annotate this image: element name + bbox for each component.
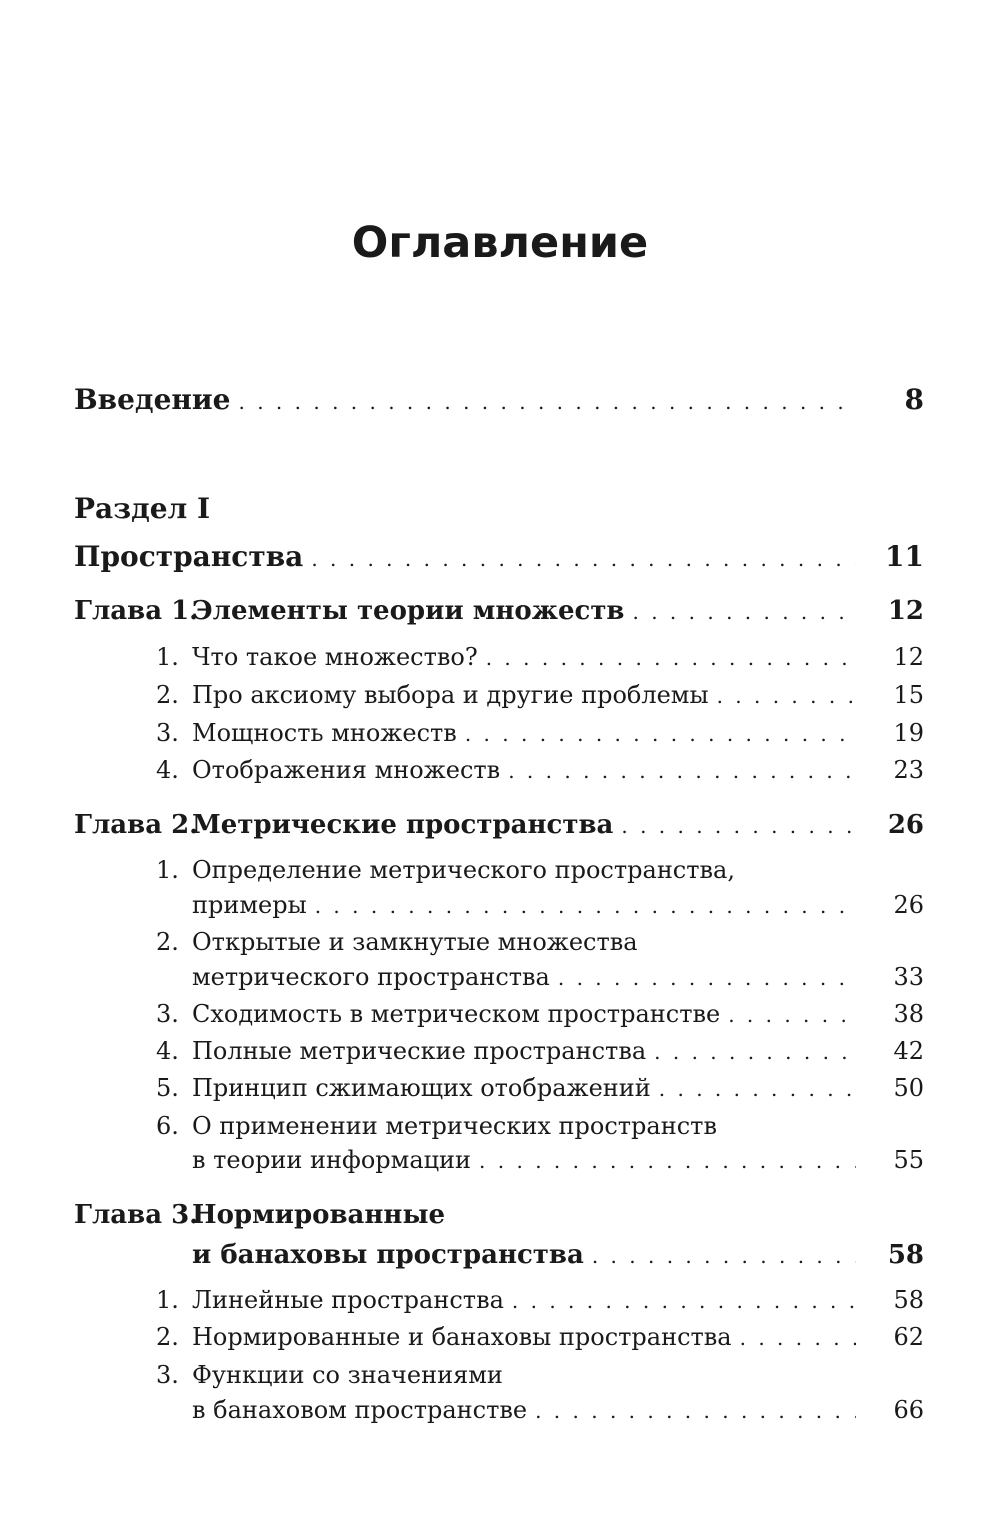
chapter-label: [74, 594, 625, 628]
dot-leader: [315, 891, 856, 921]
toc-entry-page: 26: [887, 810, 924, 840]
section-title-continued: в теории информации: [192, 1146, 472, 1174]
toc-entry-intro[interactable]: [74, 383, 924, 419]
toc-entry-page: 15: [893, 681, 924, 709]
section-label: [156, 642, 478, 672]
section-number: 3.: [156, 719, 179, 747]
section-number: 2.: [156, 928, 179, 956]
dot-leader: [740, 1323, 856, 1353]
chapter-title: Метрические пространства: [192, 810, 614, 840]
section-label: [156, 1036, 646, 1066]
section-number: 4.: [156, 1037, 179, 1065]
toc-entry-section[interactable]: [156, 1036, 924, 1067]
toc-entry-section[interactable]: [156, 680, 924, 711]
dot-leader: [558, 963, 856, 993]
toc-entry-page: 26: [893, 891, 924, 919]
toc-entry-section[interactable]: [156, 642, 924, 673]
section-label: [156, 855, 735, 885]
toc-entry-label: Введение: [74, 383, 231, 416]
toc-entry-page: 11: [885, 540, 924, 573]
section-label: [156, 999, 720, 1029]
dot-leader: [486, 643, 856, 673]
toc-entry-page: 50: [893, 1074, 924, 1102]
toc-entry-section-line1[interactable]: [156, 855, 924, 885]
toc-entry-part[interactable]: [74, 540, 924, 576]
chapter-prefix: Глава 3.: [74, 1200, 199, 1230]
toc-entry-section[interactable]: [156, 718, 924, 749]
toc-entry-page: 55: [893, 1146, 924, 1174]
dot-leader: [728, 1000, 856, 1030]
toc-entry-page: 19: [893, 719, 924, 747]
section-title: Функции со значениями: [192, 1361, 503, 1389]
dot-leader: [465, 719, 856, 749]
section-label: [156, 755, 500, 785]
toc-entry-chapter-2[interactable]: [74, 808, 924, 843]
section-title: Сходимость в метрическом пространстве: [192, 1000, 721, 1028]
toc-entry-section[interactable]: [156, 755, 924, 786]
section-number: 3.: [156, 1361, 179, 1389]
chapter-title-continued: и банаховы пространства: [192, 1240, 584, 1270]
chapter-title: Нормированные: [192, 1200, 446, 1230]
section-title-continued: в банаховом пространстве: [192, 1396, 528, 1424]
section-number: 6.: [156, 1112, 179, 1140]
section-title: Мощность множеств: [192, 719, 457, 747]
toc-entry-section[interactable]: [156, 1322, 924, 1353]
section-title: Полные метрические пространства: [192, 1037, 647, 1065]
section-title: Линейные пространства: [192, 1286, 504, 1314]
section-label: [156, 1111, 717, 1141]
section-number: 1.: [156, 643, 179, 671]
toc-entry-section[interactable]: [156, 999, 924, 1030]
dot-leader: [508, 756, 856, 786]
section-title-continued: метрического пространства: [192, 963, 550, 991]
toc-entry-section-line2[interactable]: [192, 1145, 924, 1176]
chapter-title: Элементы теории множеств: [192, 596, 625, 626]
section-label: [156, 1073, 651, 1103]
dot-leader: [659, 1074, 856, 1104]
section-title: Нормированные и банаховы пространства: [192, 1323, 732, 1351]
dot-leader: [621, 809, 856, 843]
section-title: Определение метрического пространства,: [192, 856, 735, 884]
page-title: Оглавление: [351, 218, 649, 268]
part-heading: [74, 492, 210, 526]
toc-entry-chapter-1[interactable]: [74, 594, 924, 629]
dot-leader: [239, 385, 857, 419]
section-title: Принцип сжимающих отображений: [192, 1074, 651, 1102]
toc-entry-page: 33: [893, 963, 924, 991]
toc-entry-page: 66: [893, 1396, 924, 1424]
section-title: Что такое множество?: [192, 643, 478, 671]
chapter-prefix: Глава 2.: [74, 810, 199, 840]
dot-leader: [654, 1037, 856, 1067]
section-title: Открытые и замкнутые множества: [192, 928, 638, 956]
chapter-label: [74, 808, 613, 842]
toc-entry-chapter-3-line2[interactable]: [192, 1238, 924, 1273]
section-number: 2.: [156, 681, 179, 709]
dot-leader: [592, 1239, 856, 1273]
dot-leader: [311, 542, 856, 576]
part-title: Пространства: [74, 540, 304, 573]
dot-leader: [717, 681, 856, 711]
section-number: 5.: [156, 1074, 179, 1102]
chapter-label: [74, 1198, 445, 1232]
toc-entry-page: 23: [893, 756, 924, 784]
toc-entry-page: 58: [893, 1286, 924, 1314]
dot-leader: [633, 595, 857, 629]
section-title: Отображения множеств: [192, 756, 501, 784]
section-number: 1.: [156, 1286, 179, 1314]
section-label: [156, 680, 709, 710]
section-label: [156, 718, 457, 748]
toc-entry-page: 8: [904, 383, 924, 416]
toc-entry-section-line2[interactable]: [192, 890, 924, 921]
toc-entry-page: 12: [887, 596, 924, 626]
dot-leader: [512, 1286, 856, 1316]
section-label: [156, 1360, 503, 1390]
toc-entry-page: 12: [893, 643, 924, 671]
toc-entry-section-line1[interactable]: [156, 927, 924, 957]
toc-entry-section-line2[interactable]: [192, 1395, 924, 1426]
section-number: 4.: [156, 756, 179, 784]
part-heading-label: Раздел I: [74, 492, 211, 525]
toc-entry-section[interactable]: [156, 1073, 924, 1104]
section-label: [156, 1322, 732, 1352]
chapter-prefix: Глава 1.: [74, 596, 199, 626]
section-number: 3.: [156, 1000, 179, 1028]
toc-entry-section-line1[interactable]: [156, 1360, 924, 1390]
section-label: [156, 927, 638, 957]
section-title: Про аксиому выбора и другие проблемы: [192, 681, 709, 709]
section-title-continued: примеры: [192, 891, 307, 919]
section-label: [156, 1285, 504, 1315]
section-title: О применении метрических пространств: [192, 1112, 717, 1140]
toc-entry-section-line1[interactable]: [156, 1111, 924, 1141]
toc-entry-section-line2[interactable]: [192, 962, 924, 993]
toc-entry-page: 38: [893, 1000, 924, 1028]
dot-leader: [535, 1396, 856, 1426]
toc-entry-page: 42: [893, 1037, 924, 1065]
toc-entry-page: 62: [893, 1323, 924, 1351]
toc-entry-chapter-3-line1[interactable]: [74, 1198, 924, 1232]
section-number: 2.: [156, 1323, 179, 1351]
dot-leader: [479, 1146, 856, 1176]
section-number: 1.: [156, 856, 179, 884]
toc-entry-page: 58: [887, 1240, 924, 1270]
toc-entry-section[interactable]: [156, 1285, 924, 1316]
